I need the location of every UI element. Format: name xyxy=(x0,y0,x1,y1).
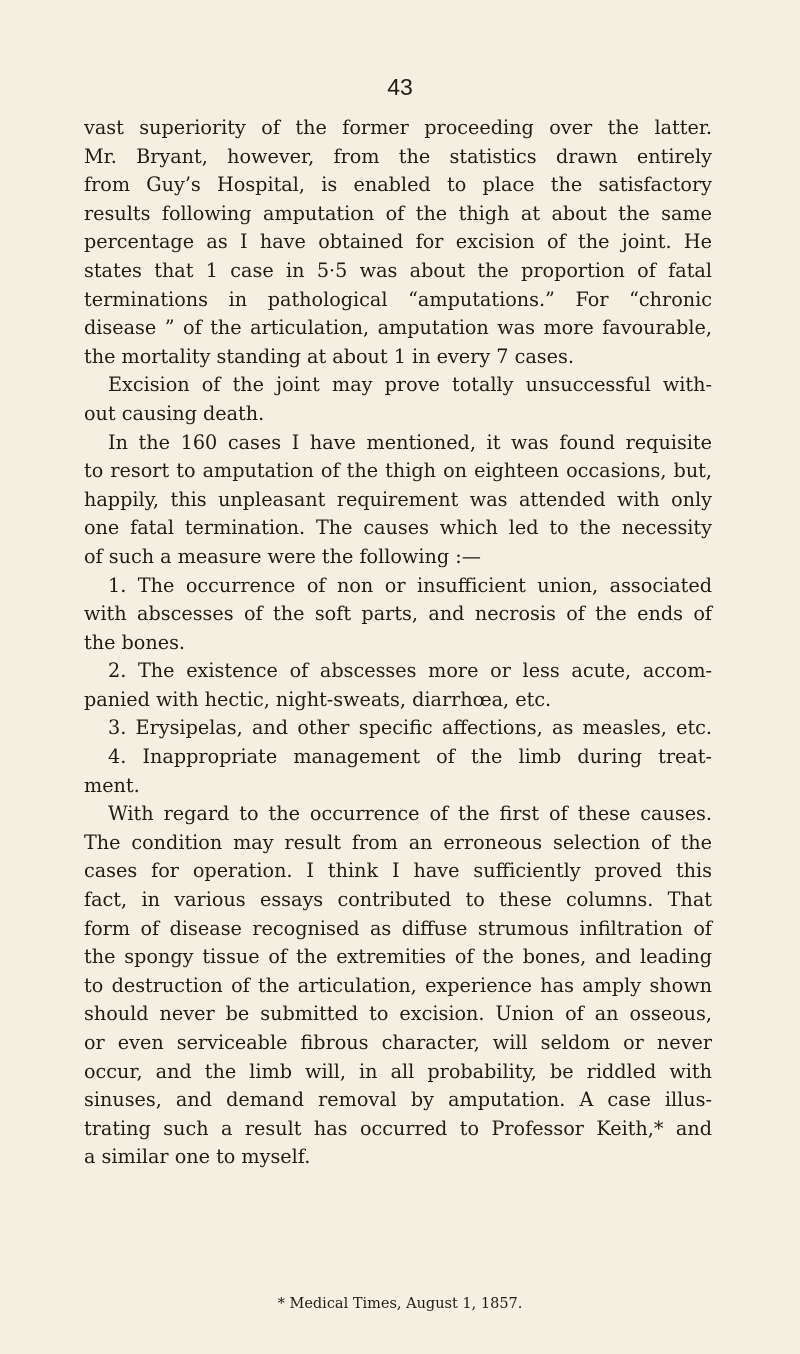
text-line: ment. xyxy=(84,773,140,797)
text-line: cases for operation. I think I have sufficiently proved this xyxy=(84,859,712,883)
footnote: * Medical Times, August 1, 1857. xyxy=(277,1296,523,1312)
text-line: In the 160 cases I have mentioned, it was found requisite xyxy=(108,430,712,454)
text-line: states that 1 case in 5·5 was about the proportion of fatal xyxy=(84,258,712,282)
text-line: disease ” of the articulation, amputation was more favourable, xyxy=(84,316,712,340)
text-line: to destruction of the articulation, experience has amply shown xyxy=(84,973,712,997)
text-line: the spongy tissue of the extremities of the bones, and leading xyxy=(84,945,712,969)
text-line: the mortality standing at about 1 in every 7 cases. xyxy=(84,344,574,368)
text-line: 1. The occurrence of non or insufficient union, associated xyxy=(108,573,712,597)
text-line: from Guy’s Hospital, is enabled to place the satisfactory xyxy=(84,173,712,197)
text-line: 3. Erysipelas, and other specific affections, as measles, etc. xyxy=(108,716,712,740)
text-line: results following amputation of the thigh at about the same xyxy=(84,201,712,225)
text-line: to resort to amputation of the thigh on eighteen occasions, but, xyxy=(84,459,712,483)
text-line: fact, in various essays contributed to these columns. That xyxy=(84,888,712,912)
text-line: occur, and the limb will, in all probability, be riddled with xyxy=(84,1059,712,1083)
text-line: a similar one to myself. xyxy=(84,1145,311,1169)
text-line: vast superiority of the former proceeding over the latter. xyxy=(84,116,712,139)
text-line: of such a measure were the following :— xyxy=(84,544,481,568)
text-line: terminations in pathological “amputations.” For “chronic xyxy=(84,287,712,311)
text-line: form of disease recognised as diffuse strumous infiltration of xyxy=(84,916,712,940)
text-line: the bones. xyxy=(84,630,186,654)
text-line: Excision of the joint may prove totally unsuccessful with- xyxy=(108,373,712,397)
text-line: or even serviceable fibrous character, will seldom or never xyxy=(84,1031,712,1054)
text-line: 2. The existence of abscesses more or less acute, accom- xyxy=(108,659,712,683)
text-line: Mr. Bryant, however, from the statistics drawn entirely xyxy=(84,144,712,168)
body-text xyxy=(84,114,712,1172)
text-line: with abscesses of the soft parts, and necrosis of the ends of xyxy=(84,602,712,626)
text-line: sinuses, and demand removal by amputation. A case illus- xyxy=(84,1088,712,1112)
text-line: one fatal termination. The causes which led to the necessity xyxy=(84,516,712,540)
text-line: out causing death. xyxy=(84,401,265,425)
text-line: 4. Inappropriate management of the limb during treat- xyxy=(108,745,712,769)
text-line: should never be submitted to excision. Union of an osseous, xyxy=(84,1002,712,1026)
text-line: With regard to the occurrence of the first of these causes. xyxy=(108,802,712,826)
text-line: percentage as I have obtained for excision of the joint. He xyxy=(84,230,712,254)
text-line: trating such a result has occurred to Professor Keith,* and xyxy=(84,1116,712,1140)
text-line: The condition may result from an erroneous selection of the xyxy=(84,830,712,854)
text-line: panied with hectic, night-sweats, diarrhœa, etc. xyxy=(84,687,552,711)
text-line: happily, this unpleasant requirement was attended with only xyxy=(84,487,712,511)
page-number: 43 xyxy=(387,74,413,100)
